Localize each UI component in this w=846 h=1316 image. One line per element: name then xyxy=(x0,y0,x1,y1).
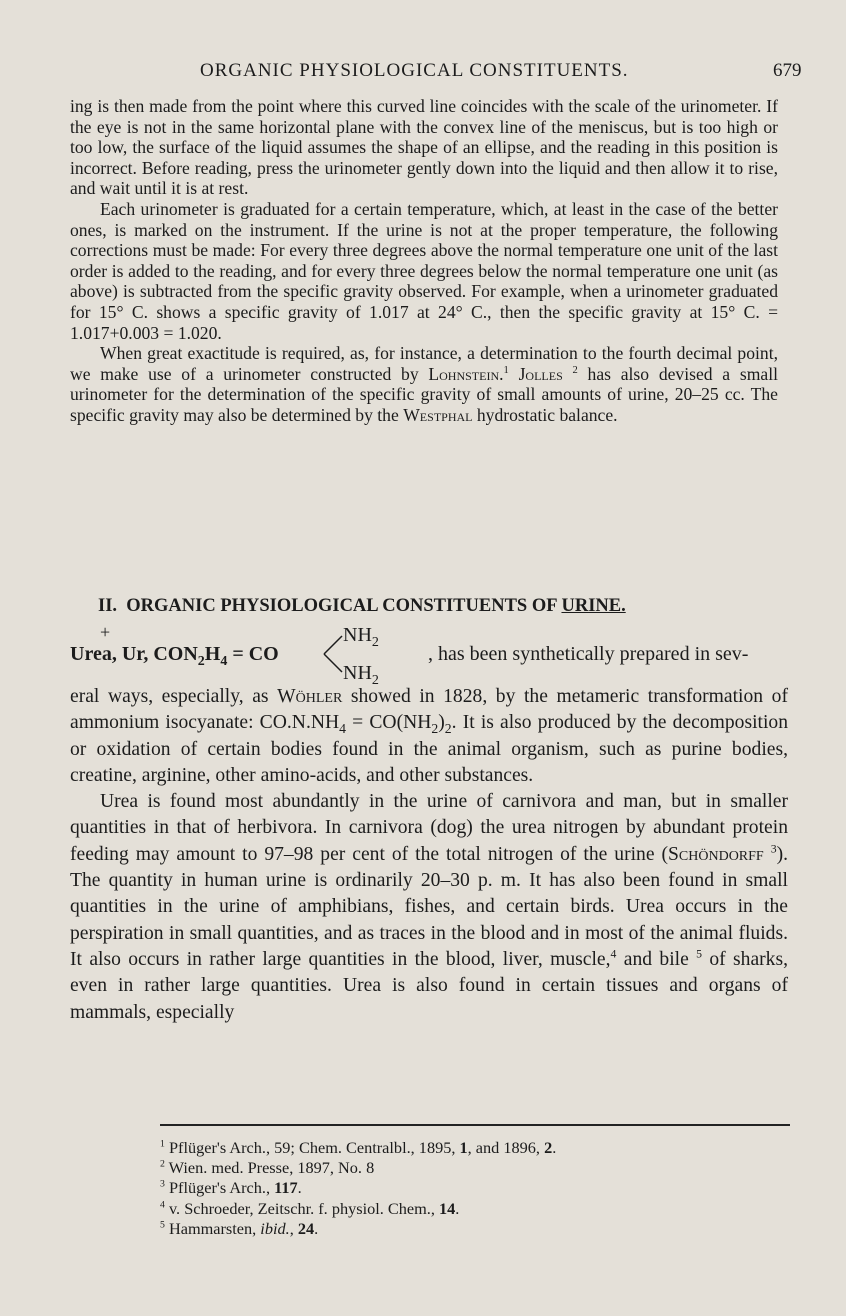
footnote-3: $^3$ Pflüger's Arch., 117. xyxy=(160,1178,302,1198)
author-jolles: Jolles xyxy=(518,363,563,384)
formula-plus-sign: + xyxy=(100,622,111,642)
section-title: ORGANIC PHYSIOLOGICAL CONSTITUENTS OF xyxy=(126,596,562,616)
footnote-1: $^1$ Pflüger's Arch., 59; Chem. Centralbl., 1895, 1, and 1896, 2. xyxy=(160,1138,557,1157)
paragraph-temperature: Each urinometer is graduated for a certain temperature, which, at least in the case of the better ones, is marked on the instrument. If the urine is not at the proper temperature, the following corrections must be made: For every three degrees above the normal temperature one unit of the last order is added to the reading, and for every three degrees below the normal temperature one unit (as above) is subtracted from the specific gravity observed. For example, when a urinometer graduated for 15° C. shows a specific gravity of 1.017 at 24° C., then the specific gravity at 15° C. = 1.017+0.003 = 1.020. xyxy=(70,198,778,343)
footnotes xyxy=(160,1138,800,1239)
intro-text xyxy=(70,96,778,426)
paragraph-occurrence: Urea is found most abundantly in the urine of carnivora and man, but in smaller quantities in that of herbivora. In carnivora (dog) the urea nitrogen by abundant protein feeding may amount to 97–98 per cent of the total nitrogen of the urine (Schöndorff $^3$). The quantity in human urine is ordinarily 20–30 p. m. It has also been found in small quantities in the urine of amphibians, fishes, and certain birds. Urea occurs in the perspiration in small quantities, and as traces in the blood and in most of the animal fluids. It also occurs in rather large quantities in the blood, liver, muscle,$^4$ and bile $^5$ of sharks, even in rather large quantities. Urea is also found in certain tissues and organs of mammals, especially xyxy=(70,791,788,1023)
footnote-ref-4: 4 xyxy=(610,947,617,961)
section-title-urine: URINE. xyxy=(561,596,626,616)
paragraph-synthesis: eral ways, especially, as Wöhler showed in 1828, by the metameric transformation of ammonium isocyanate: $CO.N.NH_4 = CO(NH_2)_2$. It is also produced by the decomposition or oxidation of certain bodies found in the animal organism, such as purine bodies, creatine, arginine, other amino-acids, and other substances. xyxy=(70,686,788,786)
footnote-4: $^4$ v. Schroeder, Zeitschr. f. physiol. Chem., 14. xyxy=(160,1198,460,1218)
page-header xyxy=(0,60,846,84)
footnote-ref-3: 3 xyxy=(770,842,777,856)
author-westphal: Westphal xyxy=(403,404,473,425)
author-lohnstein: Lohnstein. xyxy=(428,363,504,384)
footnote-ref-5: 5 xyxy=(696,947,703,961)
formula-bond-lines xyxy=(322,634,344,674)
formula-nh2-upper: $NH_2$ xyxy=(343,624,379,650)
paragraph-meniscus: ing is then made from the point where this curved line coincides with the scale of the urinometer. If the eye is not in the same horizontal plane with the convex line of the meniscus, but is too high or too low, the surface of the liquid assumes the shape of an ellipse, and the reading in this position is incorrect. Before reading, press the urinometer gently down into the liquid and then allow it to rise, and wait until it is at rest. xyxy=(70,96,778,199)
page-number: 679 xyxy=(773,60,802,81)
footnote-2: $^2$ Wien. med. Presse, 1897, No. 8 xyxy=(160,1158,375,1178)
formula-main: Urea, Ur, $CON_2H_4$ = CO xyxy=(70,643,279,669)
paragraph-exactitude: When great exactitude is required, as, for instance, a determination to the fourth decimal point, we make use of a urinometer constructed by Lohnstein.$^1$ Jolles $^2$ has also devised a small urinometer for the determination of the specific gravity of small amounts of urine, 20–25 cc. The specific gravity may also be determined by the Westphal hydrostatic balance. xyxy=(70,343,778,425)
urea-text xyxy=(70,684,788,1026)
section-numeral: II. xyxy=(98,596,118,616)
footnote-ref-1: 1 xyxy=(503,364,509,376)
author-schondorff: Schöndorff xyxy=(668,843,764,865)
footnote-ref-2: 2 xyxy=(572,364,578,376)
footnote-5: $^5$ Hammarsten, ibid., 24. xyxy=(160,1218,319,1238)
formula-nh2-lower: $NH_2$ xyxy=(343,662,379,688)
author-wohler: Wöhler xyxy=(277,686,343,707)
formula-trailing-text: , has been synthetically prepared in sev- xyxy=(428,643,749,665)
urea-formula xyxy=(70,622,790,688)
running-title: ORGANIC PHYSIOLOGICAL CONSTITUENTS. xyxy=(200,60,629,81)
footnote-divider xyxy=(160,1124,790,1126)
section-heading xyxy=(98,596,626,617)
